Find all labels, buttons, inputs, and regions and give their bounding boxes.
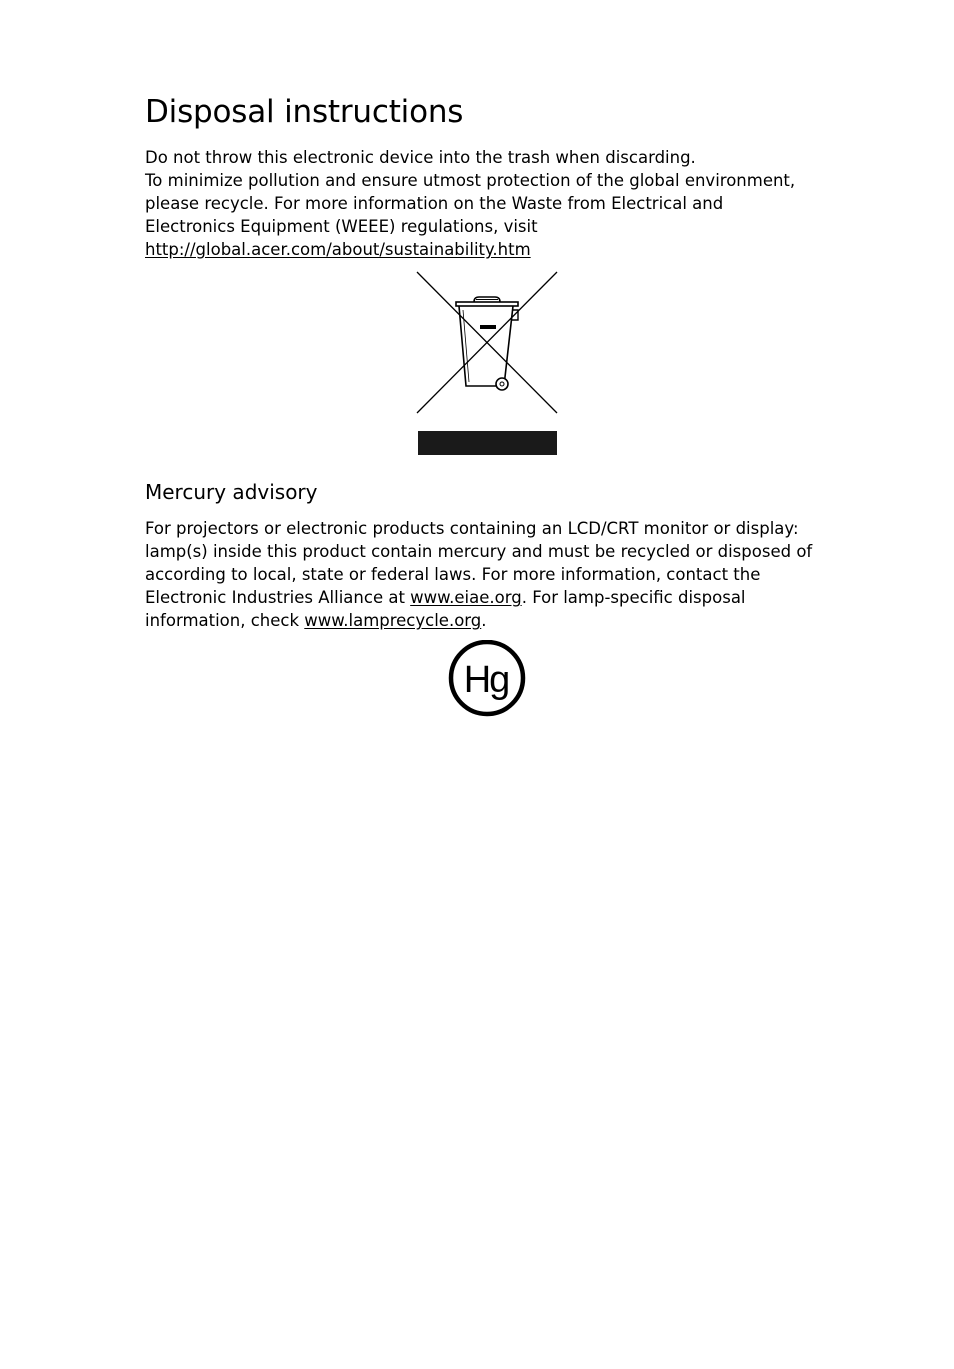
page-title: Disposal instructions xyxy=(145,94,464,130)
mercury-line-1: For projectors or electronic products containing an LCD/CRT monitor or display: xyxy=(145,519,799,538)
eiae-link[interactable]: www.eiae.org xyxy=(410,588,522,607)
intro-line-4: Electronics Equipment (WEEE) regulations, visit xyxy=(145,217,538,236)
crossed-out-wheelie-bin-icon xyxy=(416,270,560,456)
mercury-line-3: according to local, state or federal laws. For more information, contact the xyxy=(145,565,761,584)
mercury-paragraph xyxy=(145,517,845,632)
intro-line-1: Do not throw this electronic device into the trash when discarding. xyxy=(145,148,696,167)
acer-sustainability-link[interactable]: http://global.acer.com/about/sustainability.htm xyxy=(145,240,531,259)
mercury-line-2: lamp(s) inside this product contain mercury and must be recycled or disposed of xyxy=(145,542,813,561)
mercury-symbol xyxy=(447,640,527,720)
mercury-advisory-heading: Mercury advisory xyxy=(145,480,318,504)
intro-line-2: To minimize pollution and ensure utmost protection of the global environment, xyxy=(145,171,796,190)
mercury-line-5: information, check www.lamprecycle.org. xyxy=(145,611,487,630)
weee-bar xyxy=(418,431,557,455)
weee-symbol xyxy=(416,270,560,456)
hg-label: Hg xyxy=(463,659,509,701)
mercury-hg-icon xyxy=(447,640,527,720)
mercury-line-4: Electronic Industries Alliance at www.eiae.org. For lamp-specific disposal xyxy=(145,588,746,607)
disposal-paragraph xyxy=(145,146,845,261)
intro-line-3: please recycle. For more information on the Waste from Electrical and xyxy=(145,194,724,213)
lamprecycle-link[interactable]: www.lamprecycle.org xyxy=(304,611,482,630)
